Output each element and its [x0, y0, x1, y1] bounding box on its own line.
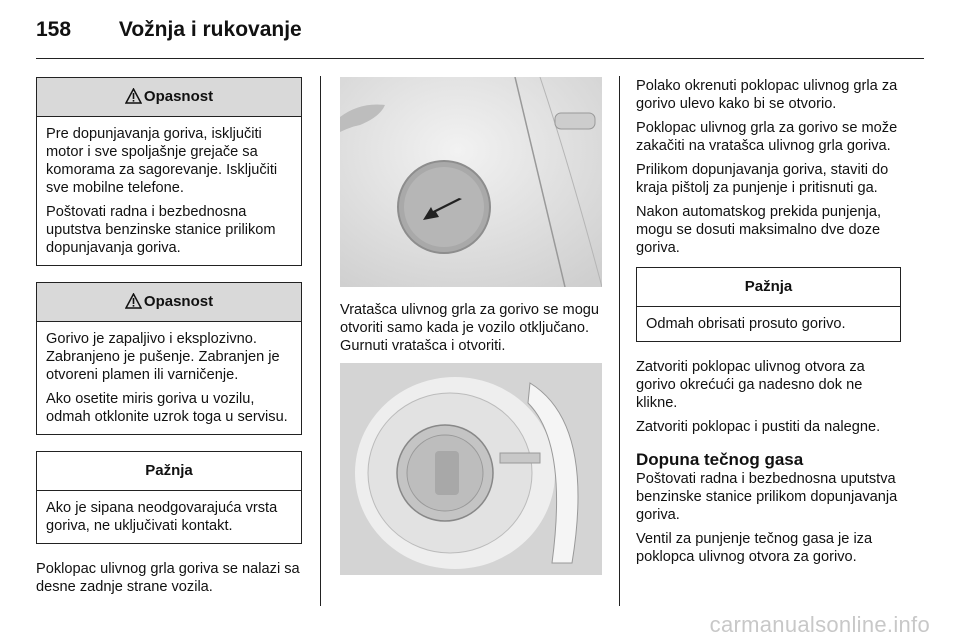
fuel-door-closed-illustration [340, 77, 602, 287]
page-title: Vožnja i rukovanje [118, 18, 302, 41]
body-text: Poštovati radna i bezbednosna uputstva benzinske stanice prilikom dopunjavanja goriva. [636, 471, 898, 523]
notice-text: Odmah obrisati prosuto gorivo. [646, 316, 846, 332]
watermark: carmanualsonline.info [709, 612, 930, 637]
body-text: Zatvoriti poklopac ulivnog otvora za gorivo okrećući ga nadesno dok ne klikne. [636, 359, 865, 411]
image-caption: Vratašca ulivnog grla za gorivo se mogu otvoriti samo kada je vozilo otključano. Gurnuti vratašca i otvoriti. [340, 302, 600, 354]
warning-box-header [37, 78, 301, 117]
warning-paragraph: Ako osetite miris goriva u vozilu, odmah otklonite uzrok toga u servisu. [46, 391, 288, 425]
section-heading: Dopuna tečnog gasa [636, 450, 804, 469]
warning-box-2 [36, 282, 302, 435]
warning-box-body [37, 322, 301, 434]
notice-box [636, 267, 901, 342]
body-text: Nakon automatskog prekida punjenja, mogu se dosuti maksimalno dve doze goriva. [636, 204, 882, 256]
warning-box-header [37, 283, 301, 322]
fuel-door-open-image [340, 363, 602, 575]
column-3 [636, 77, 901, 572]
body-text: Polako okrenuti poklopac ulivnog grla za gorivo ulevo kako bi se otvorio. [636, 78, 898, 112]
column-1 [36, 77, 302, 602]
notice-title: Pažnja [637, 268, 900, 307]
body-text: Poklopac ulivnog grla za gorivo se može zakačiti na vratašca ulivnog grla goriva. [636, 120, 898, 154]
warning-title: Opasnost [143, 293, 214, 310]
body-text: Zatvoriti poklopac i pustiti da nalegne. [636, 419, 881, 435]
column-divider-2 [619, 76, 620, 606]
warning-box-body [37, 117, 301, 265]
header-rule [36, 58, 924, 59]
warning-paragraph: Gorivo je zapaljivo i eksplozivno. Zabranjeno je pušenje. Zabranjen je otvoreni plamen ili varničenje. [46, 331, 280, 383]
fuel-door-closed-image [340, 77, 602, 287]
page-header [36, 18, 302, 42]
notice-title: Pažnja [37, 452, 301, 491]
body-text: Poklopac ulivnog grla goriva se nalazi sa desne zadnje strane vozila. [36, 561, 300, 595]
warning-paragraph: Poštovati radna i bezbednosna uputstva benzinske stanice prilikom dopunjavanja goriva. [46, 204, 276, 256]
warning-box-1 [36, 77, 302, 266]
column-divider-1 [320, 76, 321, 606]
notice-text: Ako je sipana neodgovarajuća vrsta goriva, ne uključivati kontakt. [46, 500, 278, 534]
push-arrow-icon [420, 195, 464, 225]
page-number: 158 [36, 18, 72, 41]
body-text: Ventil za punjenje tečnog gasa je iza poklopca ulivnog otvora za gorivo. [636, 531, 873, 565]
notice-box [36, 451, 302, 544]
fuel-door-open-illustration [340, 363, 602, 575]
column-2 [340, 77, 602, 575]
body-text: Prilikom dopunjavanja goriva, staviti do kraja pištolj za punjenje i pritisnuti ga. [636, 162, 889, 196]
warning-triangle-icon [125, 293, 142, 309]
warning-paragraph: Pre dopunjavanja goriva, isključiti motor i sve spoljašnje grejače sa komorama za sagorevanje. Isključiti sve mobilne telefone. [46, 126, 278, 196]
warning-triangle-icon [125, 88, 142, 104]
warning-title: Opasnost [143, 88, 214, 105]
